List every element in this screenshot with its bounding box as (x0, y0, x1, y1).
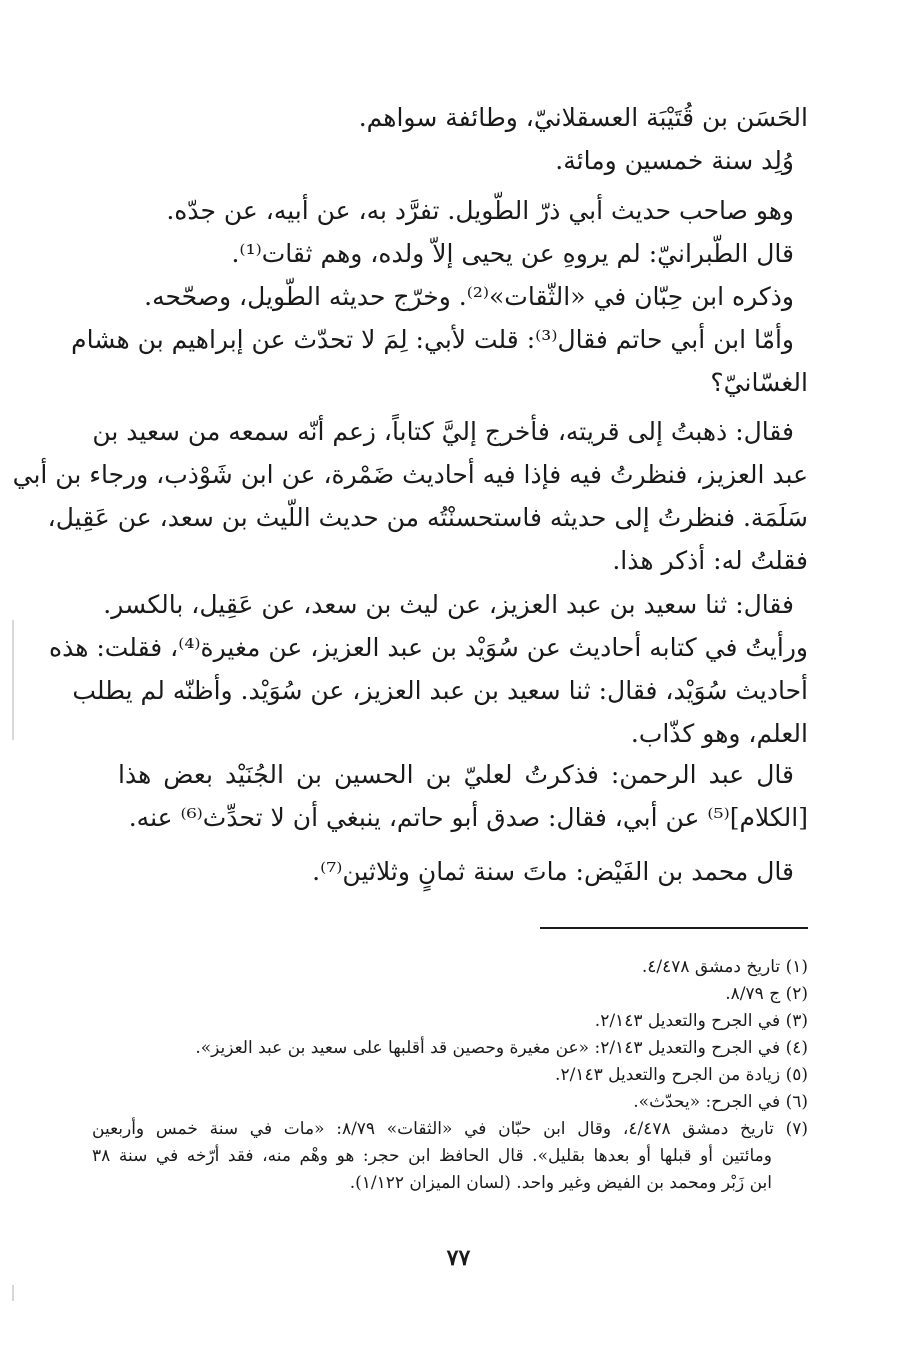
text-line: ورأيتُ في كتابه أحاديث عن سُوَيْد بن عبد العزيز، عن مغيرة⁽⁴⁾، فقلت: هذه (48, 633, 808, 662)
footnote-separator (540, 927, 808, 929)
scan-edge-mark (12, 620, 14, 740)
page-number: ٧٧ (446, 1245, 471, 1271)
text-line: أحاديث سُوَيْد، فقال: ثنا سعيد بن عبد العزيز، عن سُوَيْد. وأظنّه لم يطلب (72, 676, 808, 705)
text-line: سَلَمَة. فنظرتُ إلى حديثه فاستحسنْتُه من حديث اللّيث بن سعد، عن عَقِيل، (47, 503, 808, 532)
paragraph-2 (118, 189, 808, 318)
paragraph-6 (118, 753, 808, 839)
footnote-6: (٦) في الجرح: «يحدّث». (633, 1092, 808, 1112)
scan-edge-mark (12, 1285, 14, 1301)
footnote-2: (٢) ج ٨/٧٩. (725, 984, 808, 1004)
footnote-1: (١) تاريخ دمشق ٤/٤٧٨. (641, 957, 808, 977)
text-line: الغسّانيّ؟ (710, 368, 808, 397)
paragraph-4 (12, 410, 808, 582)
footnote-7: (٧) تاريخ دمشق ٤/٤٧٨، وقال ابن حبّان في «الثقات» ٨/٧٩: «مات في سنة خمس وأربعين (92, 1119, 808, 1139)
footnote-4: (٤) في الجرح والتعديل ٢/١٤٣: «عن مغيرة وحصين قد أقلبها على سعيد بن عبد العزيز». (195, 1038, 808, 1058)
text-line: وهو صاحب حديث أبي ذرّ الطّويل. تفرَّد به، عن أبيه، عن جدّه. (166, 196, 794, 225)
text-line: قال محمد بن الفَيْض: ماتَ سنة ثمانٍ وثلاثين⁽⁷⁾. (312, 857, 794, 886)
text-line: فقال: ثنا سعيد بن عبد العزيز، عن ليث بن سعد، عن عَقِيل، بالكسر. (103, 590, 794, 619)
paragraph-1 (118, 96, 808, 182)
text-line: عبد العزيز، فنظرتُ فيه فإذا فيه أحاديث ضَمْرة، عن ابن شَوْذب، ورجاء بن أبي (12, 460, 808, 489)
text-line: وذكره ابن حِبّان في «الثّقات»⁽²⁾. وخرّج حديثه الطّويل، وصحّحه. (144, 282, 794, 311)
paragraph-5 (48, 583, 808, 755)
text-line: العلم، وهو كذّاب. (630, 719, 808, 748)
text-line: فقال: ذهبتُ إلى قريته، فأخرج إليَّ كتاباً، زعم أنّه سمعه من سعيد بن (92, 417, 794, 446)
text-line: قال عبد الرحمن: فذكرتُ لعليّ بن الحسين بن الجُنَيْد بعض هذا (118, 760, 794, 789)
paragraph-3 (71, 318, 808, 404)
text-line: [الكلام]⁽⁵⁾ عن أبي، فقال: صدق أبو حاتم، ينبغي أن لا تحدِّث⁽⁶⁾ عنه. (128, 803, 808, 832)
footnotes (92, 954, 808, 1197)
text-line: فقلتُ له: أذكر هذا. (612, 546, 808, 575)
footnote-7-line-2: ومائتين أو قبلها أو بعدها بقليل». قال الحافظ ابن حجر: هو وهْم منه، فقد أرّخه في سنة ٣٨ (92, 1146, 772, 1166)
text-line: وُلِد سنة خمسين ومائة. (555, 146, 794, 175)
footnote-5: (٥) زيادة من الجرح والتعديل ٢/١٤٣. (555, 1065, 808, 1085)
text-line: الحَسَن بن قُتَيْبَة العسقلانيّ، وطائفة سواهم. (358, 103, 808, 132)
footnote-3: (٣) في الجرح والتعديل ٢/١٤٣. (594, 1011, 808, 1031)
paragraph-7 (118, 850, 808, 893)
text-line: قال الطّبرانيّ: لم يروهِ عن يحيى إلاّ ولده، وهم ثقات⁽¹⁾. (231, 239, 794, 268)
footnote-7-line-3: ابن زَبْر ومحمد بن الفيض وغير واحد. (لسان الميزان ١/١٢٢). (349, 1173, 772, 1193)
text-line: وأمّا ابن أبي حاتم فقال⁽³⁾: قلت لأبي: لِمَ لا تحدّث عن إبراهيم بن هشام (71, 325, 794, 354)
